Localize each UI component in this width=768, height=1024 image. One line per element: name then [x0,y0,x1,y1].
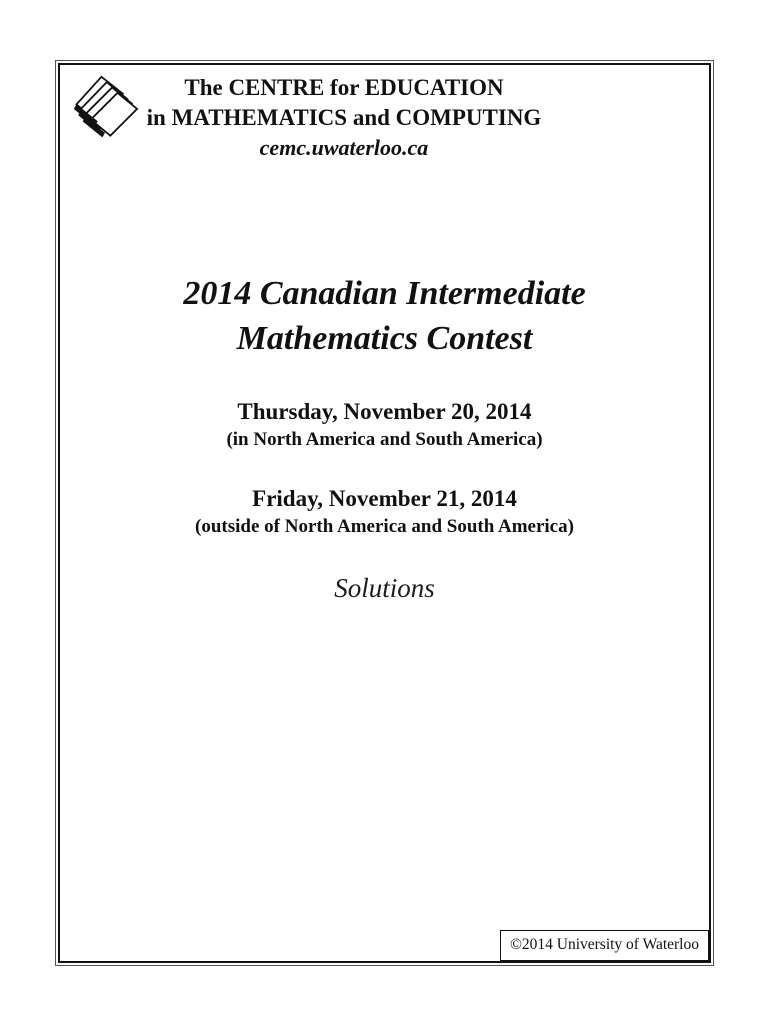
date-heading-americas: Thursday, November 20, 2014 [237,399,532,424]
date-subheading-americas: (in North America and South America) [226,429,543,450]
header-block [60,73,628,163]
date-block-americas [60,397,709,453]
date-heading-international: Friday, November 21, 2014 [252,486,517,511]
contest-title [60,271,709,361]
header-website: cemc.uwaterloo.ca [259,135,429,160]
page-frame-outer [55,60,714,966]
copyright-box: ©2014 University of Waterloo [500,930,709,961]
date-subheading-international: (outside of North America and South America) [195,516,574,537]
date-block-international [60,484,709,540]
page-frame-inner [58,63,711,963]
solutions-label: Solutions [334,573,435,603]
header-line-1: The CENTRE for EDUCATION [184,75,504,100]
contest-title-line-2: Mathematics Contest [236,320,533,357]
contest-title-line-1: 2014 Canadian Intermediate [183,275,586,312]
header-line-2: in MATHEMATICS and COMPUTING [146,105,542,130]
